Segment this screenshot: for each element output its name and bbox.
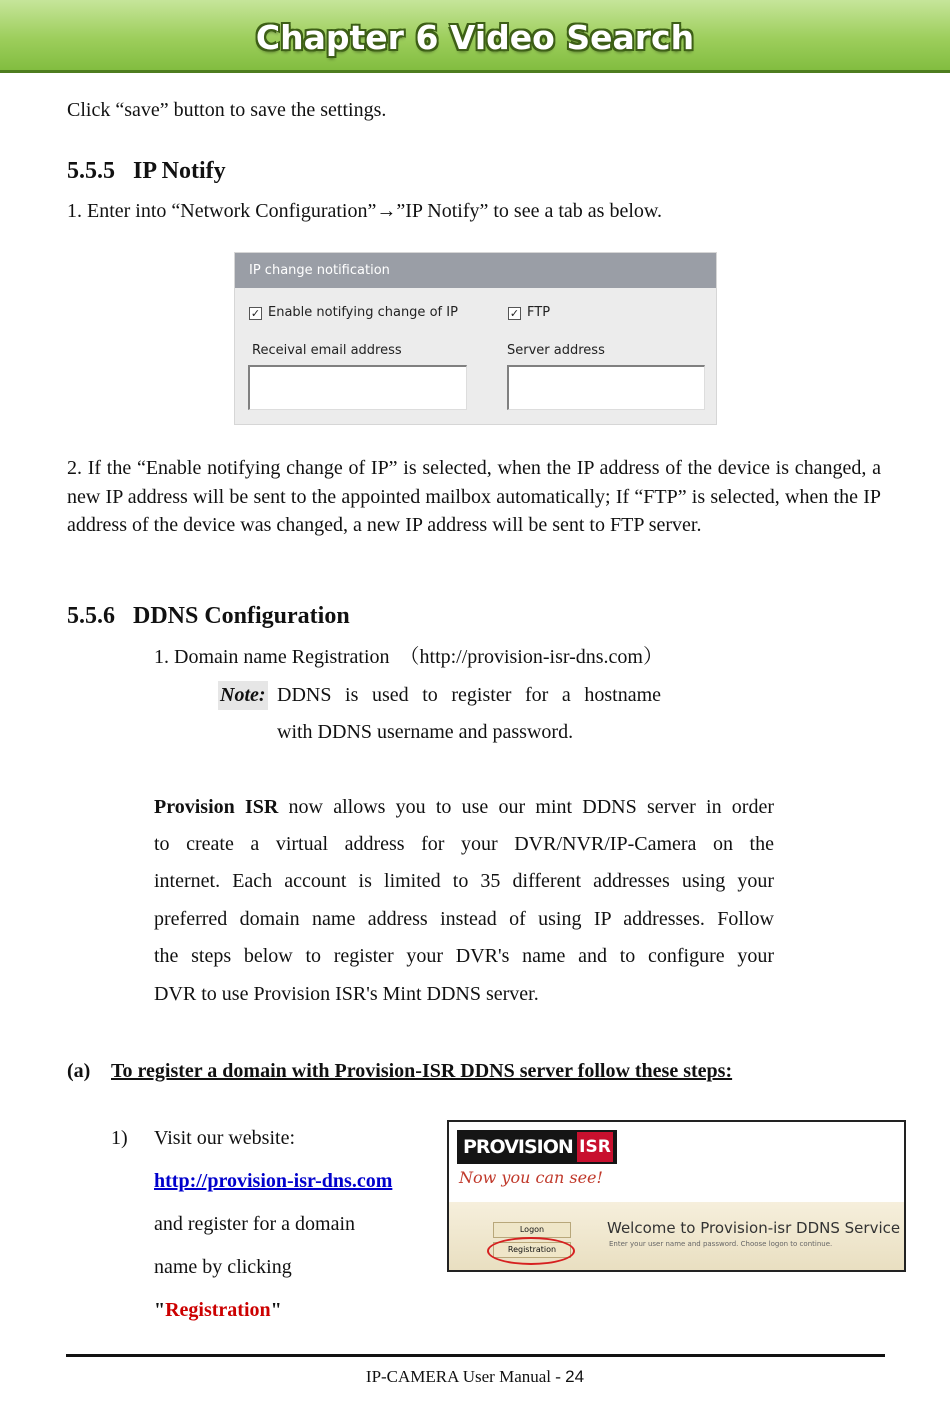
name-by-clicking-text: name by clicking [154,1256,292,1278]
domain-registration-line: 1. Domain name Registration （http://provision-isr-dns.com） [154,646,663,668]
footer-manual-text: IP-CAMERA User Manual - [365,1367,566,1386]
ip-notify-step2: 2. If the “Enable notifying change of IP” is selected, when the IP address of the device is changed, a new IP address will be sent to the appointed mailbox automatically; If “FTP” is selected, when the IP address of the device was changed, a new IP address will be sent to FTP server. [67,457,881,536]
ddns-paragraph-line-6: DVR to use Provision ISR's Mint DDNS server. [154,983,539,1005]
register-text: and register for a domain [154,1213,356,1235]
sub-a-heading: To register a domain with Provision-ISR DDNS server follow these steps: [111,1060,733,1082]
logon-instruction: Enter your user name and password. Choose logon to continue. [609,1240,833,1248]
email-address-input[interactable] [248,365,467,410]
enable-notify-checkbox[interactable]: ✓ [250,307,261,320]
section-heading-ddns: 5.5.6 DDNS Configuration [67,603,350,629]
ip-notify-panel [234,252,717,425]
ddns-paragraph-line-1: Provision ISR now allows you to use our mint DDNS server in order [154,796,774,818]
note-line-1: DDNS is used to register for a hostname [277,684,661,706]
visit-text: Visit our website: [154,1127,296,1149]
ftp-label: FTP [527,305,551,320]
sub-a-label: (a) [67,1060,91,1082]
save-instruction: Click “save” button to save the settings. [67,99,387,121]
server-address-input[interactable] [507,365,705,410]
ftp-checkbox[interactable]: ✓ [509,307,520,320]
ddns-paragraph-line-3: internet. Each account is limited to 35 different addresses using your [154,870,774,892]
ddns-website-link[interactable]: http://provision-isr-dns.com [154,1170,393,1192]
panel-header [235,253,716,288]
note-label: Note: [218,681,268,710]
page-number: 24 [565,1367,585,1386]
chapter-title: Chapter 6 Video Search [255,18,695,57]
provision-ddns-screenshot [447,1120,906,1272]
ddns-paragraph-line-4: preferred domain name address instead of using IP addresses. Follow [154,908,774,930]
ddns-paragraph-line-5: the steps below to register your DVR's name and to configure your [154,945,774,967]
note-line-2: with DDNS username and password. [277,721,574,743]
footer [0,1367,950,1387]
step-number-1: 1) [111,1127,128,1149]
provision-logo: PROVISION ISR [457,1130,617,1164]
footer-rule [66,1354,885,1357]
registration-quote: "Registration" [154,1299,282,1321]
logon-button[interactable]: Logon [493,1222,571,1238]
server-address-label: Server address [507,343,605,358]
provision-slogan: Now you can see! [459,1168,603,1187]
panel-title: IP change notification [249,263,390,278]
registration-highlight-circle [487,1237,575,1265]
registration-button[interactable]: Registration [493,1242,571,1258]
section-heading-ip-notify: 5.5.5 IP Notify [67,158,226,184]
brand-name: Provision ISR [154,796,279,818]
welcome-text: Welcome to Provision-isr DDNS Service [607,1219,901,1237]
enable-notify-label: Enable notifying change of IP [268,305,458,320]
email-address-label: Receival email address [252,343,402,358]
ddns-paragraph-line-2: to create a virtual address for your DVR/NVR/IP-Camera on the [154,833,774,855]
ip-notify-step1: 1. Enter into “Network Configuration”→”IP Notify” to see a tab as below. [67,200,663,222]
registration-word: Registration [165,1299,271,1321]
